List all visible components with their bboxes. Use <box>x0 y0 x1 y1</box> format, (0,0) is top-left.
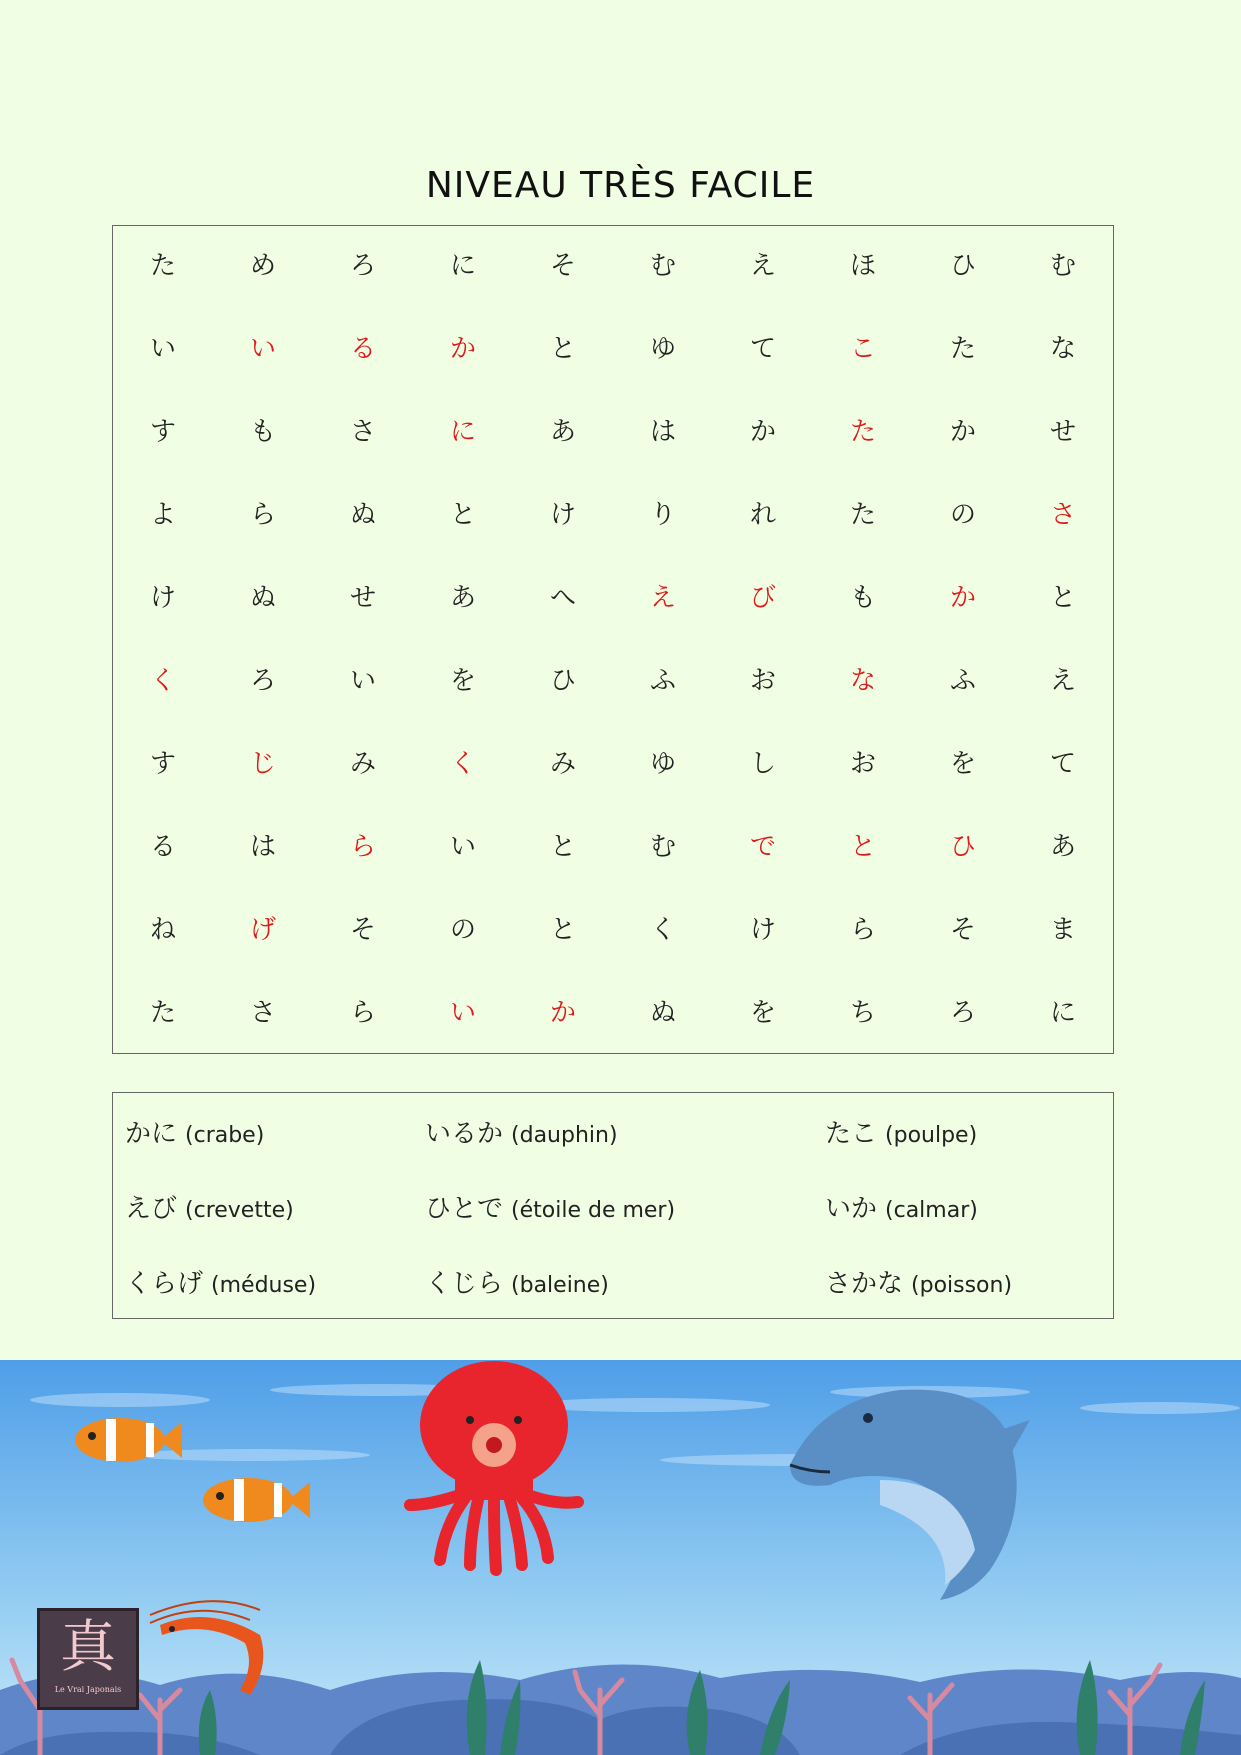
grid-cell: あ <box>549 417 576 447</box>
word-item <box>125 1263 316 1300</box>
grid-cell: と <box>549 334 576 364</box>
grid-cell: む <box>649 251 676 281</box>
brand-logo <box>37 1608 139 1710</box>
logo-kanji: 真 <box>60 1615 116 1680</box>
grid-cell: け <box>749 915 776 945</box>
grid-cell: す <box>149 417 176 447</box>
grid-cell: と <box>849 832 876 862</box>
grid-cell: の <box>449 915 476 945</box>
word-french: (crabe) <box>185 1123 265 1148</box>
grid-cell: た <box>149 251 176 281</box>
grid-cell: あ <box>449 583 476 613</box>
grid-cell: て <box>749 334 776 364</box>
word-item <box>425 1263 609 1300</box>
grid-cell: さ <box>249 998 276 1028</box>
grid-cell: む <box>1049 251 1076 281</box>
grid-cell: む <box>649 832 676 862</box>
grid-cell: ろ <box>949 998 976 1028</box>
word-french: (étoile de mer) <box>511 1198 676 1223</box>
grid-cell: た <box>949 334 976 364</box>
word-japanese: えび <box>125 1194 178 1224</box>
grid-cell: る <box>349 334 376 364</box>
grid-cell: い <box>249 334 276 364</box>
grid-cell: と <box>549 832 576 862</box>
grid-cell: ろ <box>349 251 376 281</box>
grid-cell: え <box>749 251 776 281</box>
grid-cell: い <box>349 666 376 696</box>
grid-cell: ね <box>149 915 176 945</box>
grid-cell: い <box>449 832 476 862</box>
grid-cell: え <box>649 583 676 613</box>
grid-cell: か <box>549 998 576 1028</box>
grid-cell: ら <box>849 915 876 945</box>
grid-cell: げ <box>249 915 276 945</box>
grid-cell: お <box>849 749 876 779</box>
grid-cell: じ <box>249 749 276 779</box>
word-item <box>425 1188 675 1225</box>
grid-cell: せ <box>1049 417 1076 447</box>
grid-cell: へ <box>549 583 576 613</box>
grid-cell: ま <box>1049 915 1076 945</box>
word-french: (baleine) <box>511 1273 609 1298</box>
grid-cell: ゆ <box>649 749 676 779</box>
grid-cell: で <box>749 832 776 862</box>
grid-cell: ふ <box>649 666 676 696</box>
word-french: (poulpe) <box>885 1123 978 1148</box>
grid-cell: を <box>749 998 776 1028</box>
word-item <box>125 1113 264 1150</box>
grid-cell: な <box>849 666 876 696</box>
grid-cell: た <box>149 998 176 1028</box>
grid-cell: く <box>649 915 676 945</box>
word-japanese: くじら <box>425 1269 504 1299</box>
grid-cell: さ <box>349 417 376 447</box>
grid-cell: に <box>449 251 476 281</box>
grid-cell: い <box>149 334 176 364</box>
grid-cell: す <box>149 749 176 779</box>
grid-cell: の <box>949 500 976 530</box>
grid-cell: に <box>449 417 476 447</box>
grid-cell: か <box>449 334 476 364</box>
grid-cell: か <box>749 417 776 447</box>
grid-cell: た <box>849 500 876 530</box>
grid-cell: く <box>149 666 176 696</box>
grid-cell: こ <box>849 334 876 364</box>
grid-cell: ろ <box>249 666 276 696</box>
word-japanese: くらげ <box>125 1269 204 1299</box>
page-title: NIVEAU TRÈS FACILE <box>425 165 816 206</box>
grid-cell: ひ <box>549 666 576 696</box>
word-japanese: いか <box>825 1194 878 1224</box>
grid-cell: か <box>949 417 976 447</box>
word-search-grid <box>112 225 1114 1054</box>
grid-cell: は <box>249 832 276 862</box>
grid-cell: ひ <box>949 832 976 862</box>
grid-cell: ふ <box>949 666 976 696</box>
grid-cell: ら <box>249 500 276 530</box>
word-french: (crevette) <box>185 1198 294 1223</box>
grid-cell: は <box>649 417 676 447</box>
grid-cell: と <box>449 500 476 530</box>
grid-cell: と <box>1049 583 1076 613</box>
grid-cell: ひ <box>949 251 976 281</box>
grid-cell: い <box>449 998 476 1028</box>
grid-cell: ぬ <box>249 583 276 613</box>
word-japanese: いるか <box>425 1119 504 1149</box>
grid-cell: く <box>449 749 476 779</box>
grid-cell: ぬ <box>649 998 676 1028</box>
word-item <box>825 1113 977 1150</box>
grid-cell: を <box>449 666 476 696</box>
word-item <box>125 1188 294 1225</box>
grid-cell: な <box>1049 334 1076 364</box>
word-list <box>112 1092 1114 1319</box>
grid-cell: れ <box>749 500 776 530</box>
grid-cell: ら <box>349 998 376 1028</box>
grid-cell: を <box>949 749 976 779</box>
logo-subtitle: Le Vrai Japonais <box>54 1685 122 1694</box>
word-item <box>825 1263 1012 1300</box>
grid-cell: け <box>549 500 576 530</box>
grid-cell: か <box>949 583 976 613</box>
grid-cell: み <box>349 749 376 779</box>
grid-cell: み <box>549 749 576 779</box>
grid-cell: ゆ <box>649 334 676 364</box>
word-item <box>825 1188 978 1225</box>
word-french: (méduse) <box>211 1273 317 1298</box>
grid-cell: り <box>649 500 676 530</box>
grid-cell: ら <box>349 832 376 862</box>
grid-cell: よ <box>149 500 176 530</box>
grid-cell: ち <box>849 998 876 1028</box>
grid-cell: そ <box>349 915 376 945</box>
grid-cell: と <box>549 915 576 945</box>
word-french: (calmar) <box>885 1198 978 1223</box>
underwater-illustration <box>0 1360 1241 1755</box>
word-item <box>425 1113 618 1150</box>
grid-cell: そ <box>549 251 576 281</box>
grid-cell: め <box>249 251 276 281</box>
grid-cell: ぬ <box>349 500 376 530</box>
word-japanese: たこ <box>825 1119 878 1149</box>
word-japanese: かに <box>125 1119 178 1149</box>
word-japanese: さかな <box>825 1269 904 1299</box>
word-french: (poisson) <box>911 1273 1013 1298</box>
grid-cell: て <box>1049 749 1076 779</box>
word-japanese: ひとで <box>425 1194 504 1224</box>
grid-cell: に <box>1049 998 1076 1028</box>
grid-cell: び <box>749 583 776 613</box>
grid-cell: ほ <box>849 251 876 281</box>
grid-cell: も <box>249 417 276 447</box>
grid-cell: せ <box>349 583 376 613</box>
grid-cell: お <box>749 666 776 696</box>
grid-cell: そ <box>949 915 976 945</box>
grid-cell: し <box>749 749 776 779</box>
grid-cell: た <box>849 417 876 447</box>
grid-cell: あ <box>1049 832 1076 862</box>
grid-cell: る <box>149 832 176 862</box>
grid-cell: け <box>149 583 176 613</box>
grid-cell: も <box>849 583 876 613</box>
word-french: (dauphin) <box>511 1123 618 1148</box>
grid-cell: え <box>1049 666 1076 696</box>
grid-cell: さ <box>1049 500 1076 530</box>
